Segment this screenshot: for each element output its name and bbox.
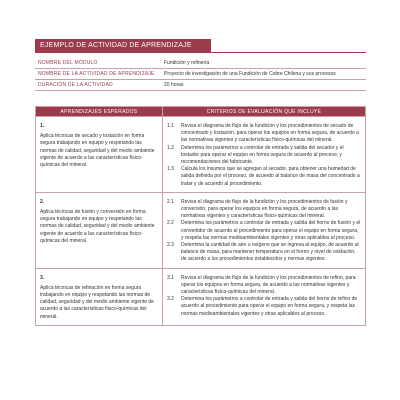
outcome-number: 1. <box>40 123 45 129</box>
table-row <box>36 268 366 325</box>
outcome-number: 2. <box>40 198 45 205</box>
criteria-item <box>167 275 361 297</box>
criteria-list <box>167 123 361 188</box>
criteria-item <box>167 199 361 221</box>
criteria-number: 3.1 <box>167 274 174 281</box>
criteria-text: Determina los parámetros a controlar de entrada y salida del horno de fusión y el convertidor de acuerdo al procedimiento para operar el equipo en forma segura, y respeta las normas medioambientales vigentes y otras aplicables al proceso. <box>181 220 361 241</box>
criteria-text: Determina los parámetros a controlar de entrada y salida del horno de refino de acuerdo al procedimiento para operar el equipo en forma segura, y respeta las normas medioambientales vigentes y otras aplicables al proceso. <box>181 296 358 317</box>
criteria-item <box>167 123 361 145</box>
criteria-text: Determina la cantidad de aire u oxígeno que se ingresa al equipo, de acuerdo al balance de masa, para mantener temperatura en el horno y nivel de oxidación, de acuerdo a los procedimientos establecidos y normas vigentes. <box>181 242 359 263</box>
criteria-text: Revisa el diagrama de flujo de la fundición y los procedimientos de secado de concentrado y tostación, para operar los equipos en forma segura, de acuerdo a las normativas vigentes y características físico-químicas del mineral. <box>181 123 359 144</box>
criteria-text: Revisa el diagrama de flujo de la fundición y los procedimientos de fusión y conversión, para operar los equipos en forma segura, de acuerdo a las normativas vigentes y características físico-químicas del mineral. <box>181 198 348 220</box>
outcome-text: Aplica técnicas de fusión y conversión en forma segura trabajando en equipo y respetando las normas de calidad, seguridad y del medio ambiente vigente de acuerdo a las características físico-químicas del mineral. <box>40 209 155 244</box>
criteria-item <box>167 242 361 264</box>
criteria-cell <box>163 268 366 325</box>
meta-value: Fundición y refinería <box>161 58 366 69</box>
criteria-text: Calcula los insumos que se agregan al secador, para obtener una humedad de salida definida por el proceso, de acuerdo al balance de masa del concentrado a tratar y de acuerdo al procedimiento. <box>181 166 360 187</box>
learning-outcome-cell <box>36 192 163 268</box>
criteria-cell <box>163 192 366 268</box>
criteria-number: 1.3 <box>167 166 174 173</box>
page-title: EJEMPLO DE ACTIVIDAD DE APRENDIZAJE <box>35 39 211 52</box>
criteria-item <box>167 296 361 318</box>
title-divider <box>35 52 366 53</box>
column-header-aprendizajes: APRENDIZAJES ESPERADOS <box>36 107 163 117</box>
outcome-text: Aplica técnicas de refinación en forma segura trabajando en equipo y respetando las normas de calidad, seguridad y del medio ambiente vigente de acuerdo a las características físico-químicas del mineral. <box>40 284 154 320</box>
meta-row <box>35 80 366 91</box>
learning-outcome-cell <box>36 117 163 193</box>
column-header-criterios: CRITERIOS DE EVALUACIÓN QUE INCLUYE <box>163 107 366 117</box>
criteria-cell <box>163 117 366 193</box>
outcome-text: Aplica técnicas de secado y tostación en forma segura trabajando en equipo y respetando las normas de calidad, seguridad y del medio ambiente vigente de acuerdo a las características físico-químicas del mineral. <box>40 133 155 169</box>
table-row <box>36 117 366 193</box>
criteria-number: 1.2 <box>167 144 174 151</box>
learning-criteria-table <box>35 106 366 326</box>
table-row <box>36 192 366 268</box>
meta-label: NOMBRE DEL MÓDULO <box>35 58 161 69</box>
criteria-item <box>167 166 361 188</box>
meta-label: NOMBRE DE LA ACTIVIDAD DE APRENDIZAJE <box>35 69 161 80</box>
meta-row <box>35 69 366 80</box>
criteria-number: 2.3 <box>167 242 174 249</box>
criteria-item <box>167 220 361 242</box>
criteria-text: Determina los parámetros a controlar de entrada y salida del secador y el tostador para operar el equipo en forma segura de acuerdo al proceso, y recomendaciones del fabricante. <box>181 144 344 166</box>
meta-value: 20 horas <box>161 80 366 91</box>
activity-info-table <box>35 58 366 91</box>
meta-row <box>35 58 366 69</box>
meta-label: DURACIÓN DE LA ACTIVIDAD <box>35 80 161 91</box>
criteria-number: 2.1 <box>167 198 174 205</box>
criteria-number: 1.1 <box>167 123 174 129</box>
criteria-list <box>167 275 361 318</box>
meta-value: Proyecto de investigación de una Fundición de Cobre Chilena y sus procesos <box>161 69 366 80</box>
outcome-number: 3. <box>40 274 45 281</box>
criteria-number: 2.2 <box>167 220 174 227</box>
criteria-text: Revisa el diagrama de flujo de la fundición y los procedimientos de refino, para operar los equipos en forma segura, de acuerdo a las normativas vigentes y características físico-químicas del mineral. <box>181 274 356 296</box>
learning-outcome-cell <box>36 268 163 325</box>
criteria-list <box>167 199 361 264</box>
criteria-number: 3.2 <box>167 296 174 303</box>
criteria-item <box>167 145 361 167</box>
